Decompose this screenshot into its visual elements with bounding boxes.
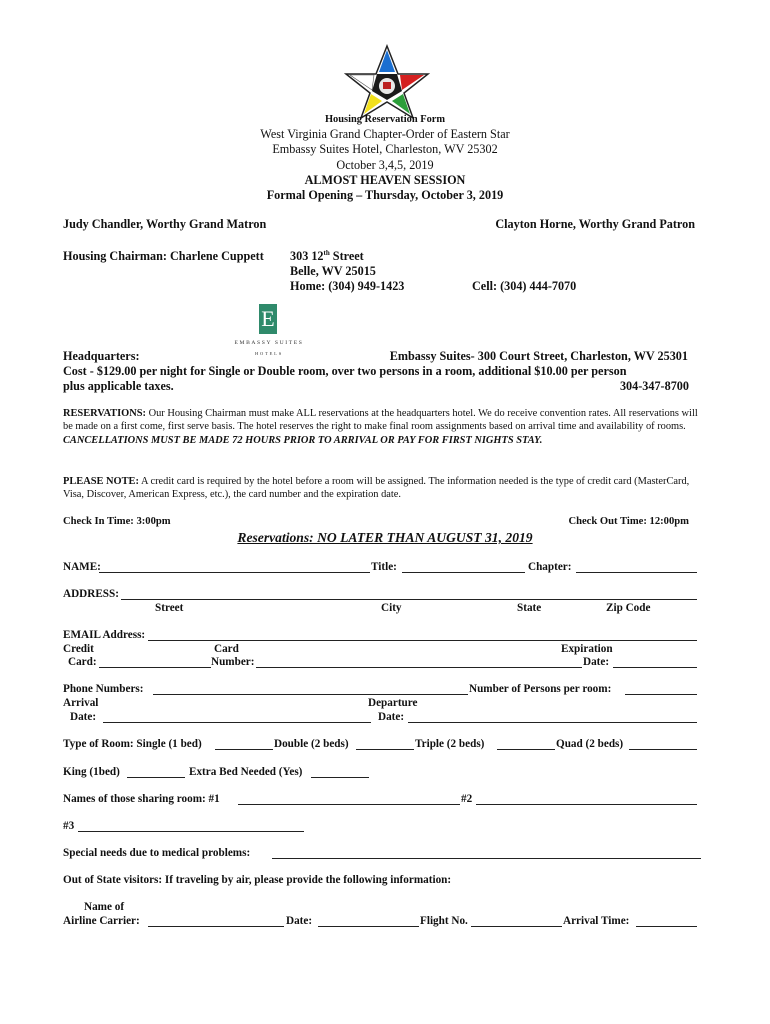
chairman-street: 303 12th Street <box>290 249 364 264</box>
embassy-suites-hotels-text: HOTELS <box>254 351 284 356</box>
address-label: ADDRESS: <box>63 588 119 600</box>
card-number-field[interactable] <box>256 667 582 668</box>
departure-date-field[interactable] <box>408 722 697 723</box>
arrival-time-label: Arrival Time: <box>563 915 630 927</box>
sharing-3-label: #3 <box>63 820 75 832</box>
air-date-field[interactable] <box>318 926 419 927</box>
embassy-suites-wordmark: EMBASSY SUITES <box>234 340 304 346</box>
organization-name: West Virginia Grand Chapter-Order of Eastern Star <box>260 127 510 142</box>
special-needs-field[interactable] <box>272 858 701 859</box>
room-type-single-label: Type of Room: Single (1 bed) <box>63 738 202 750</box>
arrival-date-label: Date: <box>70 711 97 723</box>
chapter-field[interactable] <box>576 572 697 573</box>
expiration-date-field[interactable] <box>613 667 697 668</box>
persons-per-room-label: Number of Persons per room: <box>469 683 612 695</box>
embassy-suites-logo-icon: E <box>259 304 277 334</box>
headquarters-address: Embassy Suites- 300 Court Street, Charleston, WV 25301 <box>389 349 688 363</box>
reservation-deadline: Reservations: NO LATER THAN AUGUST 31, 2019 <box>237 530 533 545</box>
eastern-star-emblem-icon <box>344 44 430 120</box>
email-label: EMAIL Address: <box>63 629 146 641</box>
title-field[interactable] <box>402 572 525 573</box>
sharing-room-label: Names of those sharing room: #1 <box>63 793 220 805</box>
worthy-grand-patron: Clayton Horne, Worthy Grand Patron <box>495 217 695 231</box>
number-label: Number: <box>211 656 255 668</box>
state-caption: State <box>517 602 542 614</box>
out-of-state-label: Out of State visitors: If traveling by air, please provide the following information: <box>63 874 452 886</box>
airline-carrier-field[interactable] <box>148 926 284 927</box>
formal-opening: Formal Opening – Thursday, October 3, 2019 <box>266 188 504 203</box>
chairman-home-phone: Home: (304) 949-1423 <box>290 279 405 293</box>
worthy-grand-matron: Judy Chandler, Worthy Grand Matron <box>63 217 267 231</box>
address-field[interactable] <box>121 599 697 600</box>
zip-caption: Zip Code <box>606 602 651 614</box>
phone-numbers-label: Phone Numbers: <box>63 683 144 695</box>
airline-carrier-label: Airline Carrier: <box>63 915 140 927</box>
room-cost: Cost - $129.00 per night for Single or Double room, over two persons in a room, additional $10.00 per person <box>63 364 627 378</box>
event-dates: October 3,4,5, 2019 <box>336 157 434 172</box>
check-in-time: Check In Time: 3:00pm <box>63 516 171 527</box>
card-label-top: Card <box>214 643 239 655</box>
chairman-cell-phone: Cell: (304) 444-7070 <box>472 279 577 293</box>
sharing-name-1-field[interactable] <box>238 804 460 805</box>
flight-number-label: Flight No. <box>420 915 468 927</box>
housing-chairman: Housing Chairman: Charlene Cuppett <box>63 249 264 263</box>
credit-card-type-field[interactable] <box>99 667 211 668</box>
extra-bed-field[interactable] <box>311 777 369 778</box>
departure-date-label: Date: <box>378 711 405 723</box>
flight-number-field[interactable] <box>471 926 562 927</box>
reservations-paragraph: RESERVATIONS: Our Housing Chairman must make ALL reservations at the headquarters hotel. We do receive convention rates. All reservations will be made on a first come, first serve basis. The hotel reserves the right to make final room assignments based on arrival time and availability of rooms. CANCELLATIONS MUST BE MADE 72 HOURS PRIOR TO ARRIVAL OR PAY FOR FIRST NIGHTS STAY. <box>63 408 698 446</box>
quad-room-field[interactable] <box>629 749 697 750</box>
sharing-name-2-field[interactable] <box>476 804 697 805</box>
headquarters-label: Headquarters: <box>63 349 140 363</box>
chairman-city: Belle, WV 25015 <box>290 264 376 278</box>
departure-label: Departure <box>368 697 418 709</box>
single-room-field[interactable] <box>215 749 273 750</box>
expiration-label: Expiration <box>561 643 613 655</box>
check-out-time: Check Out Time: 12:00pm <box>568 516 689 527</box>
expiration-date-label: Date: <box>583 656 610 668</box>
title-label: Title: <box>371 561 397 573</box>
document-header <box>0 112 770 203</box>
hotel-name: Embassy Suites Hotel, Charleston, WV 25302 <box>272 142 498 157</box>
triple-room-label: Triple (2 beds) <box>415 738 485 750</box>
sharing-2-label: #2 <box>461 793 473 805</box>
name-of-label: Name of <box>84 901 125 913</box>
arrival-time-field[interactable] <box>636 926 697 927</box>
quad-room-label: Quad (2 beds) <box>556 738 624 750</box>
persons-per-room-field[interactable] <box>625 694 697 695</box>
please-note-paragraph: PLEASE NOTE: A credit card is required by the hotel before a room will be assigned. The information needed is the type of credit card (MasterCard, Visa, Discover, American Express, etc.), the card number and the expiration date. <box>63 476 690 501</box>
triple-room-field[interactable] <box>497 749 555 750</box>
arrival-label: Arrival <box>63 697 99 709</box>
name-field[interactable] <box>99 572 370 573</box>
taxes-note: plus applicable taxes. <box>63 379 174 393</box>
sharing-name-3-field[interactable] <box>78 831 304 832</box>
double-room-field[interactable] <box>356 749 414 750</box>
hotel-phone: 304-347-8700 <box>619 379 689 393</box>
email-field[interactable] <box>148 640 697 641</box>
king-room-label: King (1bed) <box>63 766 120 778</box>
session-name: ALMOST HEAVEN SESSION <box>304 172 466 187</box>
phone-numbers-field[interactable] <box>153 694 468 695</box>
city-caption: City <box>381 602 402 614</box>
card-label: Card: <box>68 656 97 668</box>
king-room-field[interactable] <box>127 777 185 778</box>
name-label: NAME: <box>63 561 101 573</box>
street-caption: Street <box>155 602 184 614</box>
extra-bed-label: Extra Bed Needed (Yes) <box>189 766 303 778</box>
air-date-label: Date: <box>286 915 313 927</box>
form-title: Housing Reservation Form <box>324 114 446 125</box>
arrival-date-field[interactable] <box>103 722 371 723</box>
special-needs-label: Special needs due to medical problems: <box>63 847 251 859</box>
credit-label: Credit <box>63 643 94 655</box>
double-room-label: Double (2 beds) <box>274 738 349 750</box>
chapter-label: Chapter: <box>528 561 572 573</box>
